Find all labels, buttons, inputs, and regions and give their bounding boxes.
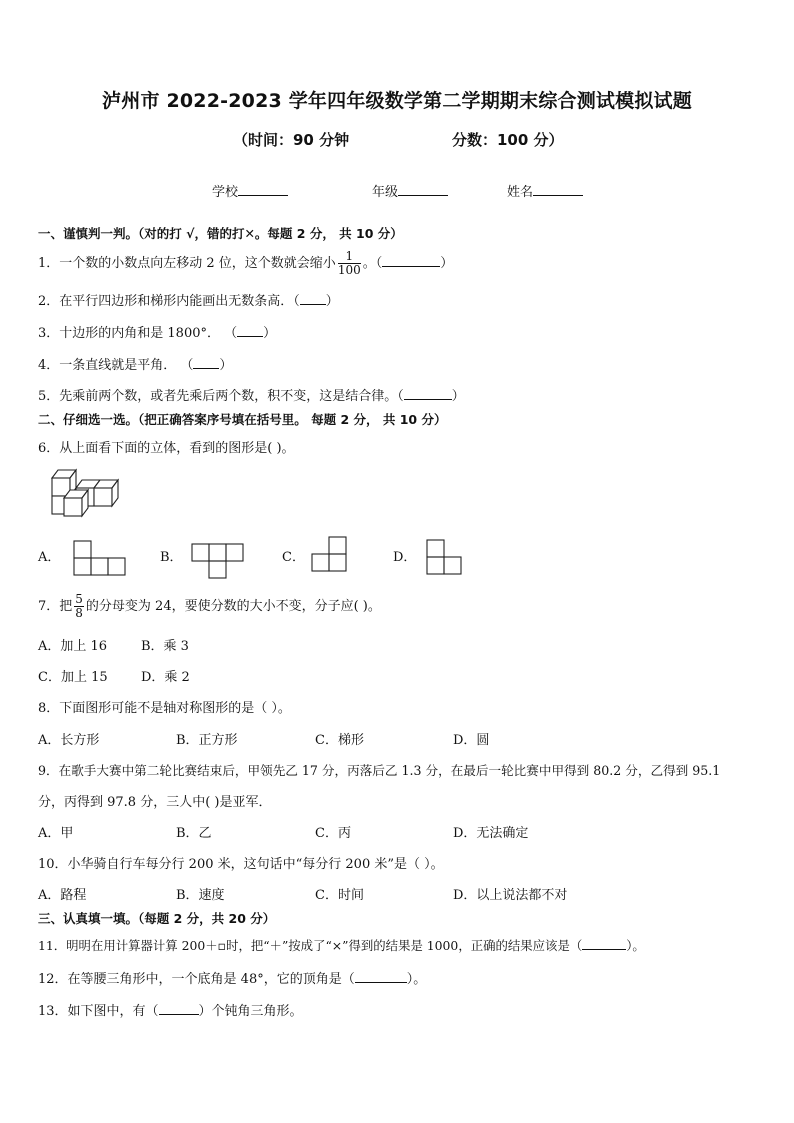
- q3-text: 3．十边形的内角和是 1800°． （: [38, 326, 238, 341]
- question-8: 8．下面图形可能不是轴对称图形的是（ ）。: [38, 701, 291, 716]
- question-6: 6．从上面看下面的立体，看到的图形是( )。: [38, 441, 295, 456]
- question-11: [38, 936, 645, 954]
- grade-label: 年级: [372, 185, 399, 200]
- question-7: [38, 590, 381, 624]
- q8-option-d[interactable]: D．圆: [453, 733, 490, 748]
- question-13: [38, 1000, 303, 1019]
- question-9-line2: 分，丙得到 97.8 分，三人中( )是亚军．: [38, 795, 272, 810]
- q1-text: 1．一个数的小数点向左移动 2 位，这个数就会缩小: [38, 256, 336, 271]
- question-12: [38, 968, 426, 987]
- q8-option-c[interactable]: C．梯形: [315, 733, 364, 748]
- q7-option-d[interactable]: D．乘 2: [141, 670, 190, 685]
- q1-post: 。（: [362, 256, 383, 271]
- q1-numerator: 1: [338, 250, 361, 264]
- q10-option-a[interactable]: A．路程: [38, 888, 87, 903]
- q11-text: 11．明明在用计算器计算 200＋▫时，把“＋”按成了“×”得到的结果是 1000，正确的结果应该是（: [38, 938, 583, 953]
- q7-option-a[interactable]: A．加上 16: [38, 639, 108, 654]
- q1-denominator: 100: [337, 263, 361, 277]
- section3-heading: 三、认真填一填。（每题 2 分，共 20 分）: [38, 911, 276, 926]
- section1-heading: 一、谨慎判一判。（对的打 √，错的打✕。每题 2 分， 共 10 分）: [38, 226, 403, 241]
- q7-option-c[interactable]: C．加上 15: [38, 670, 108, 685]
- q4-close: ）: [219, 358, 233, 373]
- q1-close: ）: [440, 256, 454, 271]
- q9-option-c[interactable]: C．丙: [315, 826, 351, 841]
- q12-text: 12．在等腰三角形中，一个底角是 48°，它的顶角是（: [38, 972, 355, 987]
- q7-post: 的分母变为 24，要使分数的大小不变，分子应( )。: [85, 599, 381, 614]
- q7-denominator: 8: [75, 606, 83, 620]
- q7-fraction: [74, 593, 84, 620]
- exam-time: （时间：90 分钟: [233, 131, 350, 149]
- exam-score: 分数：100 分）: [452, 131, 564, 149]
- q4-text: 4．一条直线就是平角． （: [38, 358, 194, 373]
- q11-close: ）。: [626, 938, 645, 953]
- q10-option-b[interactable]: B．速度: [176, 888, 225, 903]
- q8-option-b[interactable]: B．正方形: [176, 733, 238, 748]
- q6-option-a[interactable]: A．: [38, 550, 61, 565]
- q13-post: ）个钝角三角形。: [198, 1004, 303, 1019]
- q10-option-c[interactable]: C．时间: [315, 888, 364, 903]
- q11-answer-blank[interactable]: [582, 937, 626, 950]
- q13-text: 13．如下图中，有（: [38, 1004, 159, 1019]
- q2-text: 2．在平行四边形和梯形内能画出无数条高．（: [38, 294, 300, 309]
- question-10: 10．小华骑自行车每分行 200 米，这句话中“每分行 200 米”是（ ）。: [38, 857, 444, 872]
- q9-option-b[interactable]: B．乙: [176, 826, 212, 841]
- q6-option-b[interactable]: B．: [160, 550, 183, 565]
- q2-close: ）: [325, 294, 339, 309]
- q3-close: ）: [263, 326, 277, 341]
- name-label: 姓名: [507, 185, 534, 200]
- q13-answer-blank[interactable]: [159, 1002, 199, 1015]
- q8-option-a[interactable]: A．长方形: [38, 733, 100, 748]
- q12-answer-blank[interactable]: [355, 970, 407, 983]
- q7-text: 7．把: [38, 599, 73, 614]
- section2-heading: 二、仔细选一选。（把正确答案序号填在括号里。 每题 2 分， 共 10 分）: [38, 412, 447, 427]
- q6-option-c[interactable]: C．: [282, 550, 305, 565]
- page-title: 泸州市 2022-2023 学年四年级数学第二学期期末综合测试模拟试题: [102, 90, 692, 112]
- q7-numerator: 5: [75, 592, 83, 606]
- question-9-line1: 9．在歌手大赛中第二轮比赛结束后，甲领先乙 17 分，丙落后乙 1.3 分，在最后一轮比赛中甲得到 80.2 分，乙得到 95.1: [38, 763, 721, 778]
- q5-text: 5．先乘前两个数，或者先乘后两个数，积不变，这是结合律。（: [38, 389, 404, 404]
- q5-close: ）: [451, 389, 465, 404]
- q12-close: ）。: [406, 972, 427, 987]
- q9-option-d[interactable]: D．无法确定: [453, 826, 529, 841]
- q6-option-d[interactable]: D．: [393, 550, 417, 565]
- q7-option-b[interactable]: B．乘 3: [141, 639, 189, 654]
- q9-option-a[interactable]: A．甲: [38, 826, 74, 841]
- school-label: 学校: [212, 185, 239, 200]
- q10-option-d[interactable]: D．以上说法都不对: [453, 888, 568, 903]
